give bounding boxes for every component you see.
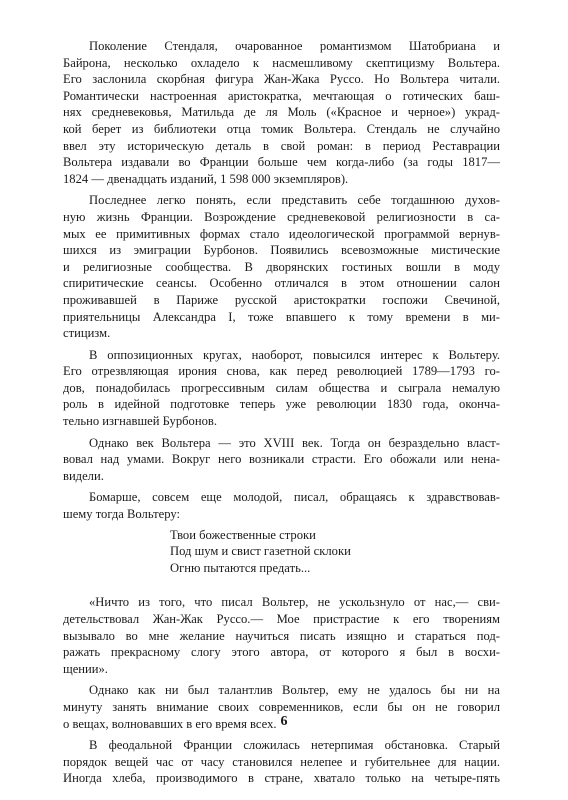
paragraph-8 [63, 737, 500, 787]
paragraph-4 [63, 435, 500, 485]
text-line: кой берет из библиотеки отца томик Вольтера. Стендаль не случайно [63, 121, 500, 136]
text-line: ражать прекрасному слогу этого автора, от которого я был в восхи- [63, 645, 500, 660]
text-line: минуту занять внимание своих современников, если бы он не говорил [63, 699, 500, 714]
text-line: 1824 — двенадцать изданий, 1 598 000 экземпляров). [63, 171, 349, 186]
text-line: мых ее примитивных формах стало идеологической программой вернув- [63, 226, 500, 241]
text-line: В феодальной Франции сложилась нетерпимая обстановка. Старый [89, 738, 500, 753]
text-line: ную жизнь Франции. Возрождение средневековой религиозности в са- [63, 209, 500, 224]
page-body [63, 38, 500, 787]
text-line: о вещах, волновавших в его время всех. [63, 716, 277, 731]
text-line: шему тогда Вольтеру: [63, 507, 180, 522]
text-line: вовал над умами. Вокруг него возникали страсти. Его обожали или нена- [63, 452, 500, 467]
verse-line: Под шум и свист газетной склоки [170, 544, 351, 559]
text-line: проживавшей в Париже русской аристократки госпожи Свечиной, [63, 292, 500, 307]
text-line: стицизм. [63, 326, 111, 341]
verse-line: Огню пытаются предать... [170, 560, 311, 575]
text-line: «Ничто из того, что писал Вольтер, не ускользнуло от нас,— сви- [89, 595, 500, 610]
text-line: Романтически настроенная аристократка, мечтающая о готических баш- [63, 88, 500, 103]
text-line: нях средневековья, Матильда де ля Моль («Красное и черное») украд- [63, 105, 500, 120]
text-line: Поколение Стендаля, очарованное романтизмом Шатобриана и [89, 39, 500, 53]
paragraph-3 [63, 347, 500, 430]
verse-line: Твои божественные строки [170, 527, 316, 542]
text-line: приятельницы Александра I, тоже впавшего к тому времени в ми- [63, 309, 500, 324]
text-line: вызывало во мне желание научиться писать изящно и стараться под- [63, 628, 500, 643]
text-line: Последнее легко понять, если представить себе тогдашнюю духов- [89, 193, 500, 208]
verse-quote [170, 527, 500, 577]
paragraph-1 [63, 38, 500, 187]
text-line: дов, понадобилась прогрессивным силам общества и сыграла немалую [63, 380, 500, 395]
text-line: и религиозные сообщества. В дворянских гостиных вошли в моду [63, 259, 500, 274]
text-line: детельствовал Жан-Жак Руссо.— Мое пристрастие к его творениям [63, 612, 500, 626]
text-line: Однако как ни был талантлив Вольтер, ему не удалось бы ни на [89, 683, 500, 698]
text-line: Его отрезвляющая ирония снова, как перед революцией 1789—1793 го- [63, 364, 500, 379]
text-line: ввел эту историческую деталь в свой роман: в период Реставрации [63, 138, 500, 153]
text-line: щении». [63, 661, 108, 676]
text-line: спиритические сеансы. Особенно отличался в этом отношении салон [63, 276, 500, 291]
text-line: Однако век Вольтера — это XVIII век. Тогда он безраздельно власт- [89, 435, 500, 450]
paragraph-2 [63, 192, 500, 341]
text-line: Байрона, несколько охладело к насмешливому скептицизму Вольтера. [63, 55, 500, 70]
text-line: роль в идейной подготовке теперь уже революции 1830 года, оконча- [63, 397, 500, 412]
text-line: Его заслонила скорбная фигура Жан-Жака Руссо. Но Вольтера читали. [63, 72, 500, 87]
paragraph-6 [63, 594, 500, 677]
text-line: тельно изгнавшей Бурбонов. [63, 414, 217, 429]
text-line: В оппозиционных кругах, наоборот, повысился интерес к Вольтеру. [89, 347, 500, 362]
text-line: видели. [63, 468, 104, 483]
text-line: порядок вещей час от часу становился нелепее и губительнее для нации. [63, 754, 500, 769]
text-line: Вольтера издавали во Франции больше чем когда-либо (за годы 1817— [63, 155, 500, 170]
text-line: Иногда хлеба, производимого в стране, хватало только на четыре-пять [63, 771, 500, 786]
text-line: Бомарше, совсем еще молодой, писал, обращаясь к здравствовав- [89, 490, 500, 505]
page-number: 6 [280, 714, 288, 729]
text-line: шихся из эмиграции Бурбонов. Появились всевозможные мистические [63, 243, 500, 258]
paragraph-5 [63, 489, 500, 522]
